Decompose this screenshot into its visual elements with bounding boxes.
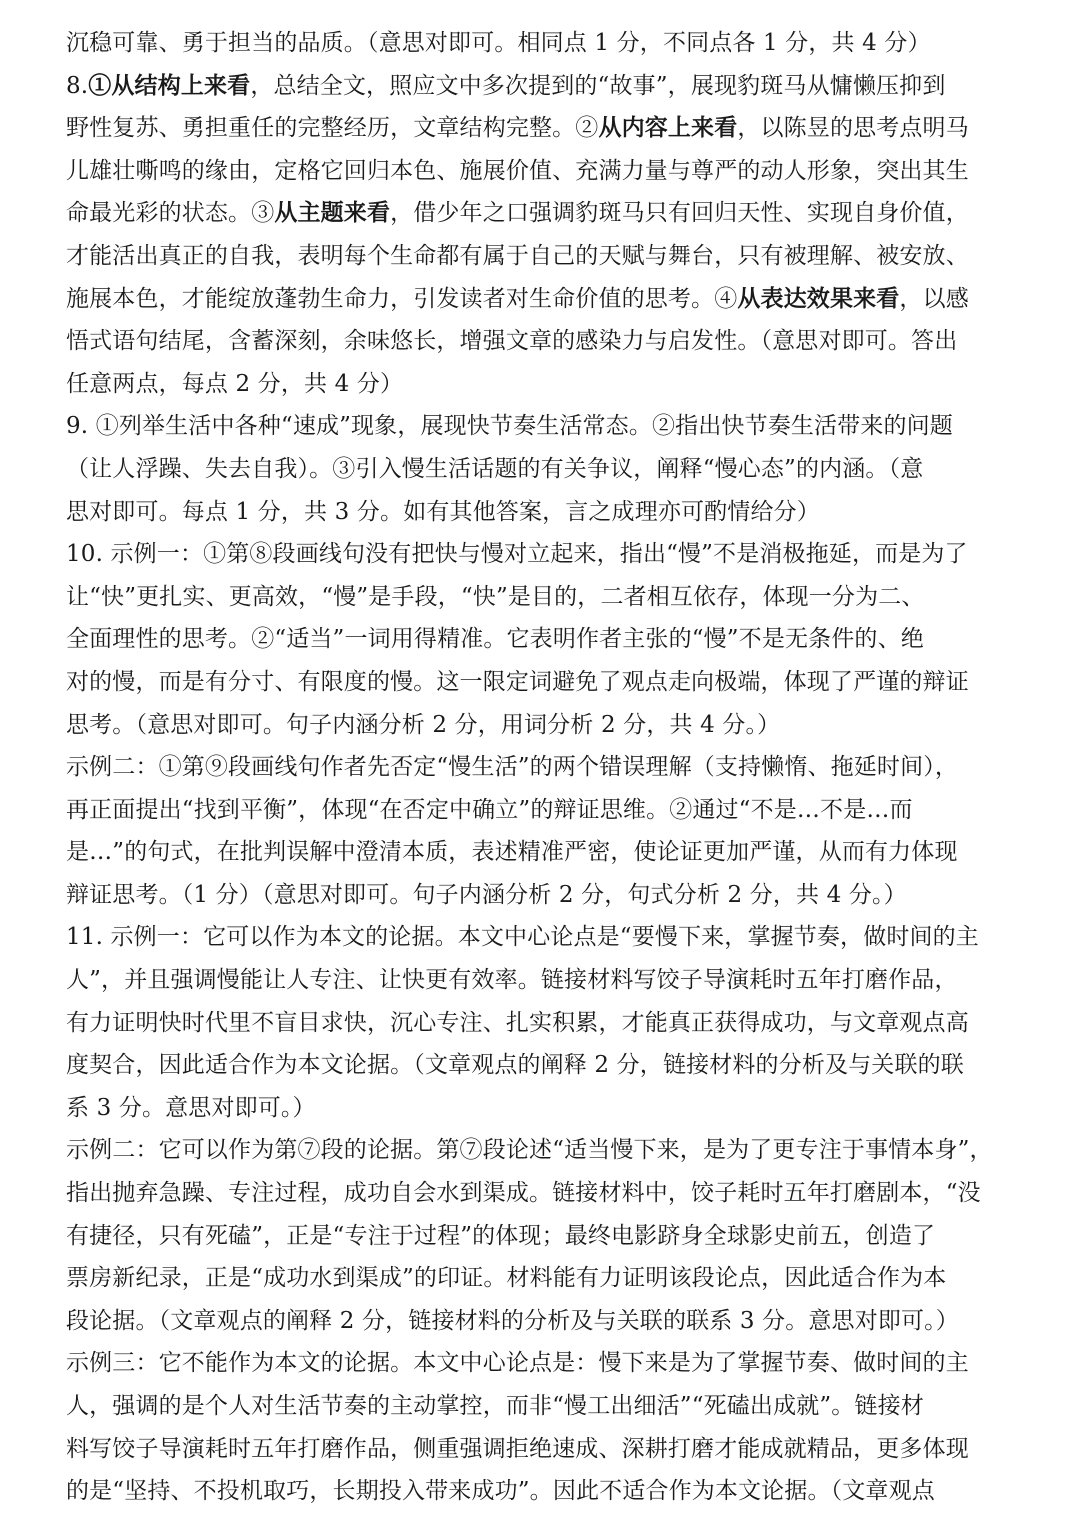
text-line bbox=[66, 916, 1022, 959]
text-segment: 思考。（意思对即可。句子内涵分析 2 分，用词分析 2 分，共 4 分。） bbox=[66, 711, 781, 738]
text-segment: 全面理性的思考。②“适当”一词用得精准。它表明作者主张的“慢”不是无条件的、绝 bbox=[66, 626, 924, 653]
text-segment: 人，强调的是个人对生活节奏的主动掌控，而非“慢工出细活”“死磕出成就”。链接材 bbox=[66, 1393, 924, 1419]
bold-heading-phrase: 从表达效果来看 bbox=[737, 284, 900, 312]
text-line bbox=[66, 448, 1022, 491]
text-line bbox=[66, 704, 1022, 747]
text-line bbox=[66, 491, 1022, 534]
text-line bbox=[66, 1470, 1022, 1513]
text-segment: ，以陈昱的思考点明马 bbox=[737, 115, 969, 142]
text-segment: 指出抛弃急躁、专注过程，成功自会水到渠成。链接材料中，饺子耗时五年打磨剧本，“没 bbox=[66, 1180, 981, 1207]
text-segment: 示例三：它不能作为本文的论据。本文中心论点是：慢下来是为了掌握节奏、做时间的主 bbox=[66, 1350, 969, 1377]
text-segment: 人”，并且强调慢能让人专注、让快更有效率。链接材料写饺子导演耗时五年打磨作品， bbox=[66, 967, 958, 994]
text-line bbox=[66, 65, 1022, 108]
text-segment: 悟式语句结尾，含蓄深刻，余味悠长，增强文章的感染力与启发性。（意思对即可。答出 bbox=[66, 328, 958, 355]
text-segment: 有捷径，只有死磕”，正是“专注于过程”的体现；最终电影跻身全球影史前五，创造了 bbox=[66, 1222, 936, 1249]
text-segment: 儿雄壮嘶鸣的缘由，定格它回归本色、施展价值、充满力量与尊严的动人形象，突出其生 bbox=[66, 157, 969, 184]
text-segment: ，总结全文，照应文中多次提到的“故事”，展现豹斑马从慵懒压抑到 bbox=[250, 72, 946, 99]
text-segment: 让“快”更扎实、更高效，“慢”是手段，“快”是目的，二者相互依存，体现一分为二、 bbox=[66, 583, 925, 610]
text-line bbox=[66, 1257, 1022, 1300]
text-line bbox=[66, 831, 1022, 874]
text-segment: 才能活出真正的自我，表明每个生命都有属于自己的天赋与舞台，只有被理解、被安放、 bbox=[66, 242, 969, 269]
text-line bbox=[66, 363, 1022, 406]
text-line bbox=[66, 1215, 1022, 1258]
bold-heading-phrase: ①从结构上来看 bbox=[88, 71, 251, 99]
text-line bbox=[66, 1342, 1022, 1385]
text-segment: 对的慢，而是有分寸、有限度的慢。这一限定词避免了观点走向极端，体现了严谨的辩证 bbox=[66, 668, 969, 695]
text-line bbox=[66, 618, 1022, 661]
text-segment: 野性复苏、勇担重任的完整经历，文章结构完整。② bbox=[66, 115, 599, 142]
text-segment: 系 3 分。意思对即可。） bbox=[66, 1094, 316, 1121]
text-line bbox=[66, 150, 1022, 193]
text-segment: 命最光彩的状态。③ bbox=[66, 200, 275, 227]
text-line bbox=[66, 576, 1022, 619]
text-line bbox=[66, 789, 1022, 832]
text-segment: 思对即可。每点 1 分，共 3 分。如有其他答案，言之成理亦可酌情给分） bbox=[66, 498, 820, 525]
bold-heading-phrase: 从内容上来看 bbox=[598, 114, 738, 142]
answer-text-body bbox=[66, 22, 1022, 1513]
bold-heading-phrase: 从主题来看 bbox=[274, 199, 391, 227]
text-line bbox=[66, 1385, 1022, 1428]
text-segment: 料写饺子导演耗时五年打磨作品，侧重强调拒绝速成、深耕打磨才能成就精品，更多体现 bbox=[66, 1435, 969, 1462]
text-line bbox=[66, 278, 1022, 321]
text-line bbox=[66, 1428, 1022, 1471]
text-segment: 施展本色，才能绽放蓬勃生命力，引发读者对生命价值的思考。④ bbox=[66, 285, 738, 312]
text-line bbox=[66, 235, 1022, 278]
text-segment: 的是“坚持、不投机取巧，长期投入带来成功”。因此不适合作为本文论据。（文章观点 bbox=[66, 1478, 935, 1505]
text-line bbox=[66, 661, 1022, 704]
text-segment: 9. ①列举生活中各种“速成”现象，展现快节奏生活常态。②指出快节奏生活带来的问题 bbox=[66, 413, 953, 440]
text-line bbox=[66, 1087, 1022, 1130]
text-segment: 度契合，因此适合作为本文论据。（文章观点的阐释 2 分，链接材料的分析及与关联的联 bbox=[66, 1052, 964, 1079]
text-segment: 任意两点，每点 2 分，共 4 分） bbox=[66, 370, 404, 397]
text-segment: 示例二：它可以作为第⑦段的论据。第⑦段论述“适当慢下来，是为了更专注于事情本身”， bbox=[66, 1137, 993, 1164]
text-segment: 是…”的句式，在批判误解中澄清本质，表述精准严密，使论证更加严谨，从而有力体现 bbox=[66, 839, 958, 866]
text-line bbox=[66, 107, 1022, 150]
text-segment: 8. bbox=[66, 72, 89, 99]
text-segment: 11. 示例一：它可以作为本文的论据。本文中心论点是“要慢下来，掌握节奏，做时间的主 bbox=[66, 924, 979, 951]
text-line bbox=[66, 874, 1022, 917]
text-segment: 有力证明快时代里不盲目求快，沉心专注、扎实积累，才能真正获得成功，与文章观点高 bbox=[66, 1009, 969, 1036]
text-segment: ，借少年之口强调豹斑马只有回归天性、实现自身价值， bbox=[390, 200, 969, 227]
text-line bbox=[66, 320, 1022, 363]
text-segment: 再正面提出“找到平衡”，体现“在否定中确立”的辩证思维。②通过“不是…不是…而 bbox=[66, 796, 913, 823]
text-line bbox=[66, 405, 1022, 448]
text-segment: 示例二：①第⑨段画线句作者先否定“慢生活”的两个错误理解（支持懒惰、拖延时间）， bbox=[66, 754, 959, 781]
text-line bbox=[66, 1172, 1022, 1215]
text-line bbox=[66, 1044, 1022, 1087]
text-line bbox=[66, 533, 1022, 576]
text-segment: 段论据。（文章观点的阐释 2 分，链接材料的分析及与关联的联系 3 分。意思对即可。） bbox=[66, 1307, 959, 1334]
text-segment: 10. 示例一：①第⑧段画线句没有把快与慢对立起来，指出“慢”不是消极拖延，而是为了 bbox=[66, 541, 968, 568]
text-segment: 辩证思考。（1 分）（意思对即可。句子内涵分析 2 分，句式分析 2 分，共 4 分。） bbox=[66, 881, 907, 908]
text-line bbox=[66, 1129, 1022, 1172]
text-segment: ，以感 bbox=[899, 285, 969, 312]
text-segment: （让人浮躁、失去自我）。③引入慢生活话题的有关争议，阐释“慢心态”的内涵。（意 bbox=[66, 455, 924, 482]
text-line bbox=[66, 1300, 1022, 1343]
text-line bbox=[66, 1002, 1022, 1045]
text-segment: 沉稳可靠、勇于担当的品质。（意思对即可。相同点 1 分，不同点各 1 分，共 4 分） bbox=[66, 30, 931, 56]
text-line bbox=[66, 22, 1022, 65]
text-segment: 票房新纪录，正是“成功水到渠成”的印证。材料能有力证明该段论点，因此适合作为本 bbox=[66, 1265, 947, 1292]
text-line bbox=[66, 746, 1022, 789]
text-line bbox=[66, 959, 1022, 1002]
text-line bbox=[66, 192, 1022, 235]
